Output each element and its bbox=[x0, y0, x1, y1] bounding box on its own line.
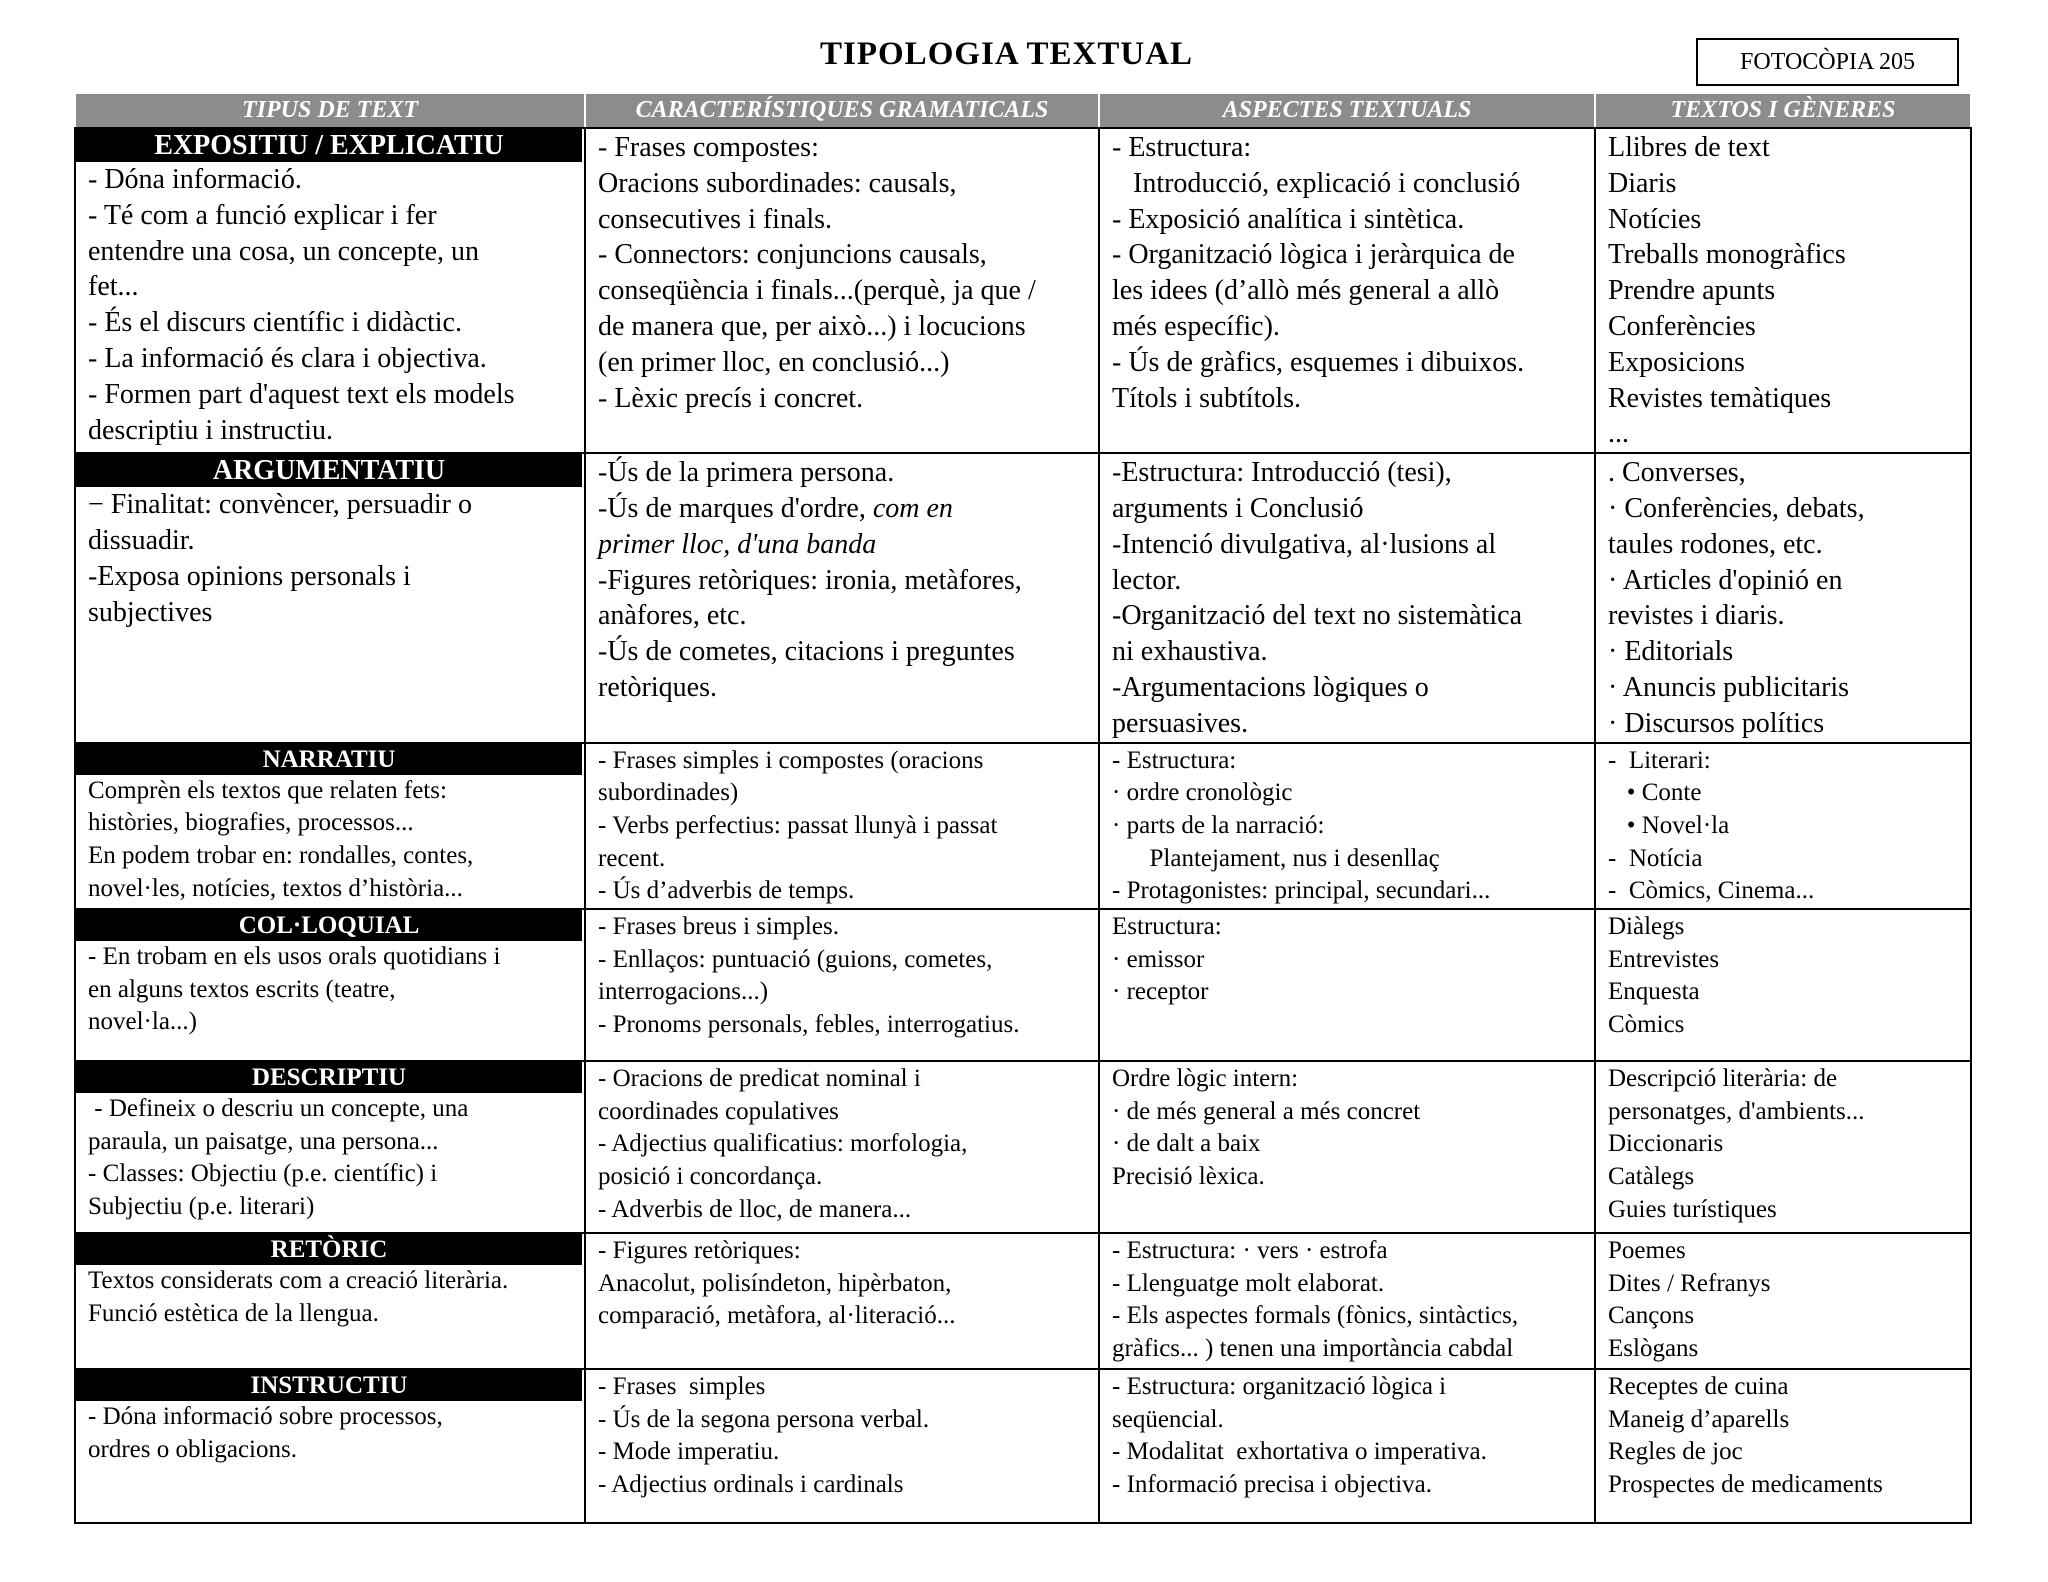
type-cell bbox=[75, 453, 585, 742]
cell-line: • Novel·la bbox=[1608, 811, 1730, 839]
cell-line: Diàlegs bbox=[1608, 913, 1685, 941]
cell-line: - Protagonistes: principal, secundari... bbox=[1112, 877, 1491, 905]
cell-line: Textos considerats com a creació literària. bbox=[88, 1267, 509, 1295]
cell-line: històries, biografies, processos... bbox=[88, 809, 414, 837]
header-text-type: TIPUS DE TEXT bbox=[75, 93, 585, 128]
cell-line: Introducció, explicació i conclusió bbox=[1112, 167, 1521, 199]
cell-line: Prospectes de medicaments bbox=[1608, 1471, 1883, 1499]
typology-row bbox=[75, 1233, 1971, 1369]
cell-line: · Conferències, debats, bbox=[1608, 492, 1865, 524]
cell-line: Títols i subtítols. bbox=[1112, 382, 1302, 414]
cell-line: Comprèn els textos que relaten fets: bbox=[88, 776, 447, 804]
cell-line: -Argumentacions lògiques o bbox=[1112, 671, 1429, 703]
cell-line: · de dalt a baix bbox=[1112, 1130, 1261, 1158]
cell-line: Estructura: bbox=[1112, 913, 1222, 941]
cell-line: - Verbs perfectius: passat llunyà i passat bbox=[598, 811, 998, 839]
header-genres: TEXTOS I GÈNERES bbox=[1595, 93, 1971, 128]
cell-line: -Ús de marques d'ordre, com en bbox=[598, 492, 953, 524]
cell-line: recent. bbox=[598, 844, 666, 872]
cell-line: - Ús de la segona persona verbal. bbox=[598, 1405, 930, 1433]
type-cell bbox=[75, 1233, 585, 1369]
textual-cell bbox=[1099, 743, 1595, 910]
cell-line: Anacolut, polisíndeton, hipèrbaton, bbox=[598, 1269, 952, 1297]
cell-line: - Adverbis de lloc, de manera... bbox=[598, 1195, 912, 1223]
textual-cell bbox=[1099, 1233, 1595, 1369]
page-title: TIPOLOGIA TEXTUAL bbox=[820, 36, 1194, 72]
cell-line: -Figures retòriques: ironia, metàfores, bbox=[598, 564, 1022, 596]
cell-line: les idees (d’allò més general a allò bbox=[1112, 275, 1500, 307]
cell-line: · receptor bbox=[1112, 978, 1209, 1006]
type-cell bbox=[75, 1061, 585, 1233]
cell-line: interrogacions...) bbox=[598, 978, 769, 1006]
cell-line: taules rodones, etc. bbox=[1608, 528, 1823, 560]
cell-line: entendre una cosa, un concepte, un bbox=[88, 235, 480, 267]
cell-line: Diaris bbox=[1608, 167, 1677, 199]
type-cell bbox=[75, 128, 585, 453]
cell-line: · emissor bbox=[1112, 945, 1205, 973]
header-grammar: CARACTERÍSTIQUES GRAMATICALS bbox=[585, 93, 1099, 128]
cell-line: Revistes temàtiques bbox=[1608, 382, 1832, 414]
cell-line: - Dóna informació sobre processos, bbox=[88, 1403, 443, 1431]
cell-line: descriptiu i instructiu. bbox=[88, 414, 333, 446]
textual-cell bbox=[1099, 909, 1595, 1061]
grammar-cell bbox=[585, 909, 1099, 1061]
cell-line: - Classes: Objectiu (p.e. científic) i bbox=[88, 1160, 438, 1188]
typology-row bbox=[75, 743, 1971, 910]
text-type-label: INSTRUCTIU bbox=[76, 1370, 582, 1401]
cell-line: - Estructura: bbox=[1112, 132, 1252, 163]
genres-cell bbox=[1595, 128, 1971, 453]
cell-line: de manera que, per això...) i locucions bbox=[598, 310, 1026, 342]
cell-line: - És el discurs científic i didàctic. bbox=[88, 307, 462, 339]
cell-line: - Té com a funció explicar i fer bbox=[88, 199, 437, 231]
cell-line: consecutives i finals. bbox=[598, 203, 833, 235]
cell-line: coordinades copulatives bbox=[598, 1097, 839, 1125]
cell-line: - Mode imperatiu. bbox=[598, 1438, 780, 1466]
cell-line: - Frases simples i compostes (oracions bbox=[598, 746, 984, 774]
photocopy-badge: FOTOCÒPIA 205 bbox=[1696, 38, 1959, 86]
cell-line: personatges, d'ambients... bbox=[1608, 1097, 1865, 1125]
cell-line: primer lloc, d'una banda bbox=[598, 528, 877, 560]
cell-line: Oracions subordinades: causals, bbox=[598, 167, 957, 199]
cell-line: ni exhaustiva. bbox=[1112, 636, 1268, 668]
cell-line: · parts de la narració: bbox=[1112, 811, 1325, 839]
cell-line: - Llenguatge molt elaborat. bbox=[1112, 1269, 1385, 1297]
cell-line: - Modalitat exhortativa o imperativa. bbox=[1112, 1438, 1487, 1466]
cell-line: - Defineix o descriu un concepte, una bbox=[88, 1095, 469, 1123]
cell-line: revistes i diaris. bbox=[1608, 600, 1785, 632]
cell-line: - Frases simples bbox=[598, 1373, 766, 1401]
cell-line: ordres o obligacions. bbox=[88, 1435, 297, 1463]
cell-line: - Informació precisa i objectiva. bbox=[1112, 1471, 1432, 1499]
cell-line: seqüencial. bbox=[1112, 1405, 1224, 1433]
cell-line: Plantejament, nus i desenllaç bbox=[1112, 844, 1440, 872]
textual-cell bbox=[1099, 1061, 1595, 1233]
cell-line: - Els aspectes formals (fònics, sintàctics, bbox=[1112, 1302, 1519, 1330]
cell-line: comparació, metàfora, al·literació... bbox=[598, 1302, 956, 1330]
text-typology-table bbox=[74, 92, 1972, 1524]
cell-line: -Estructura: Introducció (tesi), bbox=[1112, 457, 1452, 489]
genres-cell bbox=[1595, 1061, 1971, 1233]
cell-line: · Discursos polítics bbox=[1608, 707, 1825, 739]
cell-line: - Figures retòriques: bbox=[598, 1237, 801, 1265]
cell-line: ... bbox=[1608, 418, 1629, 450]
cell-line: - Dóna informació. bbox=[88, 164, 302, 195]
cell-line: · Editorials bbox=[1608, 636, 1734, 668]
cell-line: • Conte bbox=[1608, 779, 1702, 807]
cell-line: - Exposició analítica i sintètica. bbox=[1112, 203, 1465, 235]
cell-line: Entrevistes bbox=[1608, 945, 1720, 973]
cell-line: Còmics bbox=[1608, 1011, 1685, 1039]
cell-line: Dites / Refranys bbox=[1608, 1269, 1771, 1297]
grammar-cell bbox=[585, 128, 1099, 453]
grammar-cell bbox=[585, 743, 1099, 910]
cell-line: - Ús de gràfics, esquemes i dibuixos. bbox=[1112, 346, 1525, 378]
cell-line: Poemes bbox=[1608, 1237, 1686, 1265]
genres-cell bbox=[1595, 453, 1971, 742]
cell-line: -Ús de la primera persona. bbox=[598, 457, 895, 489]
cell-line: - Pronoms personals, febles, interrogatius. bbox=[598, 1011, 1020, 1039]
cell-line: posició i concordança. bbox=[598, 1163, 823, 1191]
cell-line: Funció estètica de la llengua. bbox=[88, 1299, 379, 1327]
cell-line: paraula, un paisatge, una persona... bbox=[88, 1127, 439, 1155]
cell-line: - Frases breus i simples. bbox=[598, 913, 839, 941]
typology-row bbox=[75, 909, 1971, 1061]
type-cell bbox=[75, 743, 585, 910]
cell-line: - La informació és clara i objectiva. bbox=[88, 342, 487, 374]
grammar-cell bbox=[585, 453, 1099, 742]
cell-line: Catàlegs bbox=[1608, 1163, 1695, 1191]
cell-line: Notícies bbox=[1608, 203, 1702, 235]
textual-cell bbox=[1099, 453, 1595, 742]
cell-line: - Còmics, Cinema... bbox=[1608, 877, 1815, 905]
cell-line: dissuadir. bbox=[88, 524, 195, 556]
genres-cell bbox=[1595, 909, 1971, 1061]
grammar-cell bbox=[585, 1233, 1099, 1369]
cell-line: Treballs monogràfics bbox=[1608, 239, 1846, 271]
cell-line: subordinades) bbox=[598, 779, 739, 807]
cell-line: Precisió lèxica. bbox=[1112, 1163, 1265, 1191]
cell-line: · de més general a més concret bbox=[1112, 1097, 1421, 1125]
cell-line: - Adjectius qualificatius: morfologia, bbox=[598, 1130, 968, 1158]
cell-line: - Organització lògica i jeràrquica de bbox=[1112, 239, 1515, 271]
cell-line: anàfores, etc. bbox=[598, 600, 747, 632]
cell-line: novel·la...) bbox=[88, 1008, 197, 1036]
cell-line: Conferències bbox=[1608, 310, 1756, 342]
text-type-label: DESCRIPTIU bbox=[76, 1062, 582, 1093]
cell-line: -Intenció divulgativa, al·lusions al bbox=[1112, 528, 1497, 560]
text-type-label: ARGUMENTATIU bbox=[76, 454, 582, 487]
cell-line: Descripció literària: de bbox=[1608, 1065, 1838, 1093]
cell-line: retòriques. bbox=[598, 671, 717, 703]
cell-line: lector. bbox=[1112, 564, 1182, 596]
cell-line: - Estructura: bbox=[1112, 746, 1237, 774]
typology-row bbox=[75, 453, 1971, 742]
cell-line: · Articles d'opinió en bbox=[1608, 564, 1843, 596]
type-cell bbox=[75, 1369, 585, 1523]
cell-line: Eslògans bbox=[1608, 1335, 1699, 1363]
cell-line: - Connectors: conjuncions causals, bbox=[598, 239, 987, 271]
grammar-cell bbox=[585, 1061, 1099, 1233]
typology-row bbox=[75, 1061, 1971, 1233]
cell-line: -Ús de cometes, citacions i preguntes bbox=[598, 636, 1015, 668]
cell-line: (en primer lloc, en conclusió...) bbox=[598, 346, 950, 378]
cell-line: -Exposa opinions personals i bbox=[88, 560, 411, 592]
cell-line: En podem trobar en: rondalles, contes, bbox=[88, 841, 474, 869]
text-type-label: COL·LOQUIAL bbox=[76, 910, 582, 941]
cell-line: - Ús d’adverbis de temps. bbox=[598, 877, 855, 905]
cell-line: Cançons bbox=[1608, 1302, 1695, 1330]
cell-line: subjectives bbox=[88, 596, 213, 628]
cell-line: novel·les, notícies, textos d’història... bbox=[88, 874, 463, 902]
cell-line: - Enllaços: puntuació (guions, cometes, bbox=[598, 945, 993, 973]
text-type-label: NARRATIU bbox=[76, 744, 582, 775]
textual-cell bbox=[1099, 1369, 1595, 1523]
cell-line: . Converses, bbox=[1608, 457, 1746, 489]
text-type-label: EXPOSITIU / EXPLICATIU bbox=[76, 129, 582, 162]
cell-line: Receptes de cuina bbox=[1608, 1373, 1789, 1401]
cell-line: - Lèxic precís i concret. bbox=[598, 382, 864, 414]
typology-row bbox=[75, 128, 1971, 453]
cell-line: Llibres de text bbox=[1608, 132, 1770, 163]
cell-line: gràfics... ) tenen una importància cabdal bbox=[1112, 1335, 1514, 1363]
cell-line: Enquesta bbox=[1608, 978, 1700, 1006]
cell-line: Subjectiu (p.e. literari) bbox=[88, 1193, 315, 1221]
cell-line: en alguns textos escrits (teatre, bbox=[88, 975, 396, 1003]
cell-line: Diccionaris bbox=[1608, 1130, 1724, 1158]
cell-line: - En trobam en els usos orals quotidians i bbox=[88, 943, 501, 971]
cell-line: · Anuncis publicitaris bbox=[1608, 671, 1850, 703]
cell-line: fet... bbox=[88, 271, 139, 303]
cell-line: Prendre apunts bbox=[1608, 275, 1776, 307]
cell-line: Guies turístiques bbox=[1608, 1195, 1777, 1223]
cell-line: - Formen part d'aquest text els models bbox=[88, 378, 515, 410]
cell-line: -Organització del text no sistemàtica bbox=[1112, 600, 1523, 632]
genres-cell bbox=[1595, 743, 1971, 910]
cell-line: Maneig d’aparells bbox=[1608, 1405, 1790, 1433]
type-cell bbox=[75, 909, 585, 1061]
cell-line: − Finalitat: convèncer, persuadir o bbox=[88, 489, 472, 521]
cell-line: Regles de joc bbox=[1608, 1438, 1743, 1466]
cell-line: - Estructura: · vers · estrofa bbox=[1112, 1237, 1388, 1265]
cell-line: · ordre cronològic bbox=[1112, 779, 1293, 807]
cell-line: més específic). bbox=[1112, 310, 1280, 342]
text-type-label: RETÒRIC bbox=[76, 1234, 582, 1265]
genres-cell bbox=[1595, 1233, 1971, 1369]
header-row bbox=[75, 93, 1971, 128]
cell-line: arguments i Conclusió bbox=[1112, 492, 1364, 524]
cell-line: Ordre lògic intern: bbox=[1112, 1065, 1299, 1093]
textual-cell bbox=[1099, 128, 1595, 453]
cell-line: - Estructura: organització lògica i bbox=[1112, 1373, 1447, 1401]
cell-line: - Literari: bbox=[1608, 746, 1711, 774]
cell-line: Exposicions bbox=[1608, 346, 1745, 378]
cell-line: - Oracions de predicat nominal i bbox=[598, 1065, 921, 1093]
typology-row bbox=[75, 1369, 1971, 1523]
genres-cell bbox=[1595, 1369, 1971, 1523]
grammar-cell bbox=[585, 1369, 1099, 1523]
cell-line: persuasives. bbox=[1112, 707, 1249, 739]
cell-line: conseqüència i finals...(perquè, ja que / bbox=[598, 275, 1036, 307]
cell-line: - Notícia bbox=[1608, 844, 1703, 872]
cell-line: - Adjectius ordinals i cardinals bbox=[598, 1471, 904, 1499]
header-textual-aspects: ASPECTES TEXTUALS bbox=[1099, 93, 1595, 128]
cell-line: - Frases compostes: bbox=[598, 132, 819, 163]
